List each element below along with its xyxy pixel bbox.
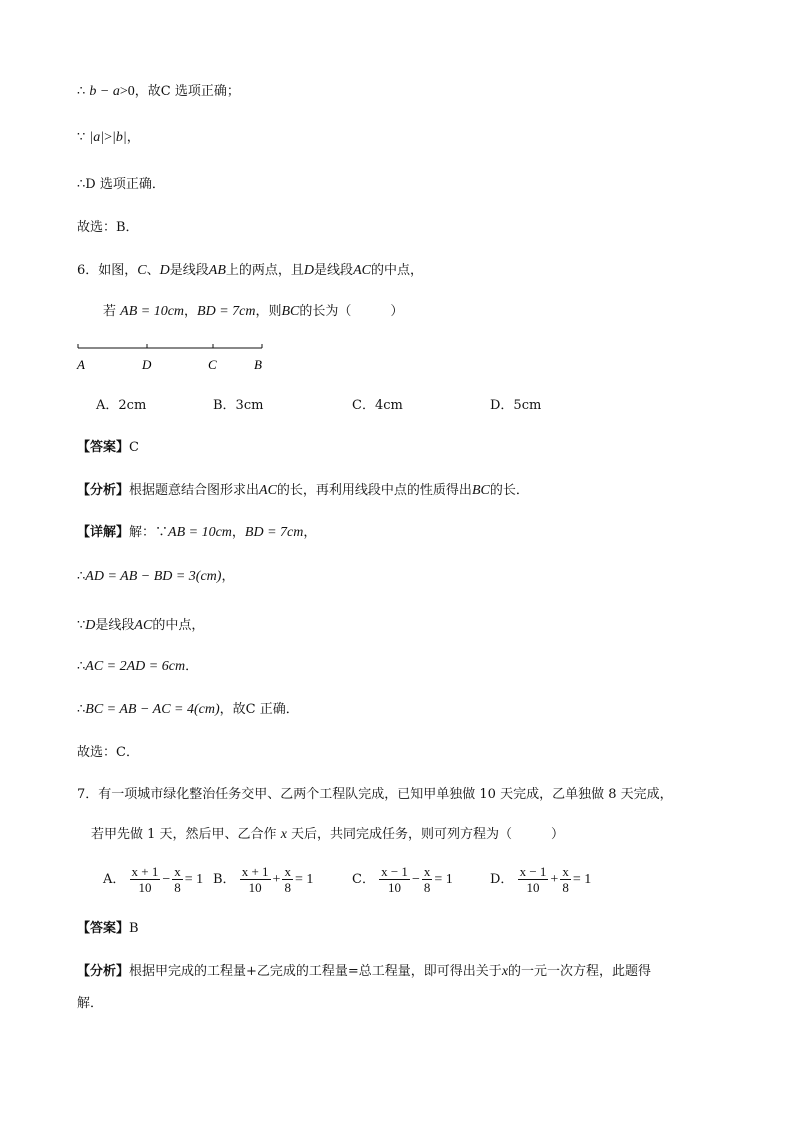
step-text: 是线段 bbox=[95, 618, 135, 633]
q7-option-a bbox=[103, 864, 205, 895]
math-bd-eq: BD = 7cm bbox=[244, 525, 304, 540]
math-bd-eq: BD = 7cm bbox=[197, 304, 256, 319]
q6-option-d: D．5cm bbox=[490, 398, 542, 413]
denominator: 8 bbox=[562, 880, 569, 895]
q7-option-d bbox=[490, 864, 593, 895]
math-c: C bbox=[137, 263, 147, 278]
analysis-text: 的长． bbox=[489, 483, 529, 498]
therefore-symbol: ∴ bbox=[77, 702, 86, 717]
q6-step2 bbox=[77, 617, 204, 635]
analysis-text: 根据甲完成的工程量+乙完成的工程量=总工程量，即可得出关于 bbox=[129, 964, 502, 979]
q6-step1 bbox=[77, 568, 234, 586]
operator: − bbox=[162, 871, 171, 887]
q6-number: 6． bbox=[77, 263, 99, 278]
label-d: D bbox=[142, 357, 152, 372]
q6-option-a: A．2cm bbox=[96, 398, 147, 413]
q7-text: 天后，共同完成任务，则可列方程为（ ） bbox=[291, 827, 565, 842]
operator: − bbox=[411, 871, 420, 887]
numerator: x bbox=[562, 864, 569, 879]
answer-tag: 【答案】 bbox=[77, 440, 130, 455]
q6-option-c: C．4cm bbox=[352, 398, 403, 413]
equals-one: = 1 bbox=[294, 871, 314, 887]
q7-analysis-line2: 解． bbox=[77, 996, 104, 1011]
fraction bbox=[172, 864, 183, 895]
fraction bbox=[560, 864, 571, 895]
numerator: x − 1 bbox=[381, 864, 408, 879]
q6-text: 如图， bbox=[98, 263, 138, 278]
q6-text: 、 bbox=[146, 263, 160, 278]
numerator: x − 1 bbox=[519, 864, 547, 879]
numerator: x + 1 bbox=[241, 864, 269, 879]
q6-text: 若 bbox=[103, 304, 117, 319]
line-b-minus-a bbox=[77, 83, 240, 101]
q6-step4 bbox=[77, 701, 299, 719]
segment-figure bbox=[72, 342, 272, 378]
q7-stem bbox=[77, 786, 673, 804]
fraction bbox=[518, 864, 549, 895]
denominator: 10 bbox=[526, 880, 540, 895]
q7-option-b bbox=[213, 864, 315, 895]
math-ab-eq: AB = 10cm bbox=[168, 525, 232, 540]
line-text: ， bbox=[126, 130, 140, 145]
denominator: 8 bbox=[423, 880, 431, 895]
q7-option-c bbox=[352, 864, 455, 895]
line-d-correct: ∴D 选项正确． bbox=[77, 177, 165, 192]
q6-text: 的中点， bbox=[370, 263, 423, 278]
q6-step3 bbox=[77, 658, 198, 676]
operator: + bbox=[272, 871, 281, 887]
math-b-minus-a: b − a bbox=[89, 84, 120, 99]
equals-one: = 1 bbox=[572, 871, 592, 887]
numerator: x bbox=[423, 864, 431, 879]
option-label: B． bbox=[213, 872, 236, 887]
q6-answer bbox=[77, 439, 139, 457]
q6-detail bbox=[77, 524, 316, 542]
numerator: x + 1 bbox=[131, 864, 159, 879]
option-label: D． bbox=[490, 872, 514, 887]
q6-analysis bbox=[77, 482, 529, 500]
math-d: D bbox=[159, 263, 170, 278]
detail-tag: 【详解】 bbox=[77, 525, 130, 540]
math-d: D bbox=[85, 618, 96, 633]
analysis-text: 的一元一次方程，此题得 bbox=[508, 964, 652, 979]
q7-text: 若甲先做 1 天，然后甲、乙合作 bbox=[91, 827, 277, 842]
therefore-symbol: ∴ bbox=[77, 659, 86, 674]
math-ac: AC bbox=[353, 263, 371, 278]
numerator: x bbox=[174, 864, 181, 879]
analysis-tag: 【分析】 bbox=[77, 964, 130, 979]
q6-text: ，则 bbox=[255, 304, 282, 319]
q6-text: ， bbox=[184, 304, 198, 319]
q6-text: 是线段 bbox=[314, 263, 354, 278]
q7-text: 有一项城市绿化整治任务交甲、乙两个工程队完成，已知甲单独做 10 天完成，乙单独做 8 天完成， bbox=[98, 787, 673, 802]
math-bc: BC bbox=[471, 483, 490, 498]
q7-analysis bbox=[77, 963, 651, 981]
denominator: 8 bbox=[284, 880, 291, 895]
fraction bbox=[379, 864, 410, 895]
q6-choose: 故选：C． bbox=[77, 745, 139, 760]
math-x: x bbox=[280, 827, 287, 842]
fraction bbox=[422, 864, 433, 895]
math-bc-eq: BC = AB − AC = 4(cm) bbox=[85, 702, 220, 717]
denominator: 10 bbox=[248, 880, 262, 895]
fraction bbox=[240, 864, 271, 895]
answer-value: C bbox=[129, 440, 139, 455]
analysis-tag: 【分析】 bbox=[77, 483, 130, 498]
math-gt: > bbox=[104, 130, 113, 145]
label-b: B bbox=[254, 357, 262, 372]
because-symbol: ∵ bbox=[77, 618, 86, 633]
option-label: C． bbox=[352, 872, 375, 887]
math-abs-a: |a| bbox=[89, 130, 105, 145]
step-text: ，故C 正确． bbox=[219, 702, 299, 717]
math-ac: AC bbox=[134, 618, 153, 633]
line-choose-b: 故选：B． bbox=[77, 220, 139, 235]
step-text: ． bbox=[185, 659, 199, 674]
q7-number: 7． bbox=[77, 787, 99, 802]
q6-option-b: B．3cm bbox=[213, 398, 264, 413]
step-text: 的中点， bbox=[152, 618, 205, 633]
answer-tag: 【答案】 bbox=[77, 921, 130, 936]
q7-stem-line2 bbox=[91, 826, 564, 844]
answer-value: B bbox=[129, 921, 139, 936]
equals-one: = 1 bbox=[184, 871, 204, 887]
because-symbol: ∵ bbox=[77, 130, 86, 145]
denominator: 10 bbox=[388, 880, 402, 895]
math-d: D bbox=[303, 263, 315, 278]
line-text: ，故C 选项正确； bbox=[134, 84, 240, 99]
q6-text: 是线段 bbox=[169, 263, 209, 278]
option-label: A． bbox=[103, 872, 126, 887]
analysis-text: 的长，再利用线段中点的性质得出 bbox=[276, 483, 472, 498]
q6-text: 的长为（ ） bbox=[299, 304, 404, 319]
line-abs-compare bbox=[77, 129, 140, 147]
operator: + bbox=[550, 871, 559, 887]
detail-text: ， bbox=[231, 525, 245, 540]
math-abs-b: |b| bbox=[112, 130, 127, 145]
denominator: 10 bbox=[138, 880, 152, 895]
q6-stem bbox=[77, 262, 423, 280]
q6-text: 上的两点，且 bbox=[225, 263, 304, 278]
fraction bbox=[130, 864, 161, 895]
label-a: A bbox=[77, 357, 85, 372]
equals-one: = 1 bbox=[434, 871, 453, 887]
detail-text: ， bbox=[303, 525, 317, 540]
math-ab: AB bbox=[208, 263, 226, 278]
q7-answer bbox=[77, 920, 139, 938]
math-ad-eq: AD = AB − BD = 3(cm) bbox=[85, 569, 222, 584]
math-bc: BC bbox=[281, 304, 300, 319]
math-ab-eq: AB = 10cm bbox=[120, 304, 185, 319]
denominator: 8 bbox=[174, 880, 181, 895]
label-c: C bbox=[208, 357, 217, 372]
math-x: x bbox=[501, 964, 509, 979]
fraction bbox=[282, 864, 293, 895]
math-ac-eq: AC = 2AD = 6cm bbox=[85, 659, 186, 674]
therefore-symbol: ∴ bbox=[77, 569, 86, 584]
math-ac: AC bbox=[259, 483, 277, 498]
analysis-text: 根据题意结合图形求出 bbox=[129, 483, 260, 498]
detail-text: 解：∵ bbox=[129, 525, 169, 540]
q6-stem-line2 bbox=[103, 303, 403, 321]
numerator: x bbox=[284, 864, 291, 879]
math-gt-zero: >0 bbox=[119, 84, 135, 99]
therefore-symbol: ∴ bbox=[77, 84, 86, 99]
step-text: ， bbox=[221, 569, 235, 584]
